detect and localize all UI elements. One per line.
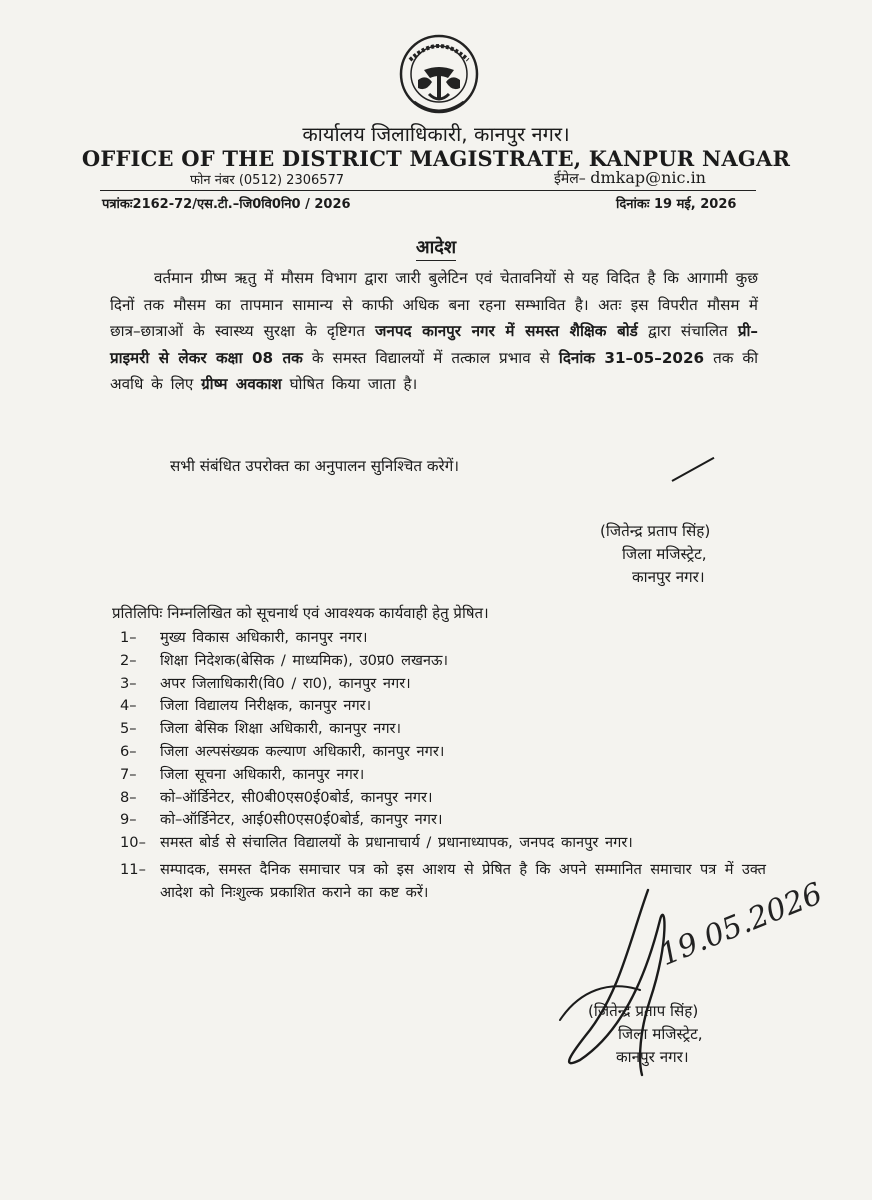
order-title: आदेश xyxy=(0,235,872,259)
list-item: 9– को–ऑर्डिनेटर, आई0सी0एस0ई0बोर्ड, कानपुर नगर। xyxy=(120,811,443,829)
ref-label: पत्रांकः xyxy=(102,197,133,212)
email-address: dmkap@nic.in xyxy=(590,168,706,187)
signature-block-2 xyxy=(588,1000,703,1069)
order-body: वर्तमान ग्रीष्म ऋतु में मौसम विभाग द्वारा जारी बुलेटिन एवं चेतावनियों से यह विदित है कि आगामी कुछ दिनों तक मौसम का तापमान सामान्य से काफी अधिक बना रहना सम्भावित है। अतः इस विपरीत मौसम में छात्र–छात्राओं के स्वास्थ्य सुरक्षा के दृष्टिगत जनपद कानपुर नगर में समस्त शैक्षिक बोर्ड द्वारा संचालित प्री–प्राइमरी से लेकर कक्षा 08 तक के समस्त विद्यालयों में तत्काल प्रभाव से दिनांक 31–05–2026 तक की अवधि के लिए ग्रीष्म अवकाश घोषित किया जाता है। xyxy=(110,269,759,394)
copy-list xyxy=(120,627,766,905)
list-item: 5– जिला बेसिक शिक्षा अधिकारी, कानपुर नगर। xyxy=(120,720,402,738)
handwritten-date: 19.05.2026 xyxy=(654,876,828,973)
signatory-place: कानपुर नगर। xyxy=(632,568,705,586)
order-date xyxy=(616,194,736,212)
list-item: 1– मुख्य विकास अधिकारी, कानपुर नगर। xyxy=(120,629,368,646)
reference-number xyxy=(102,194,351,212)
signature-mark xyxy=(672,457,715,482)
list-item: 2– शिक्षा निदेशक(बेसिक / माध्यमिक), उ0प्र0 लखनऊ। xyxy=(120,651,448,669)
list-item: 3– अपर जिलाधिकारी(वि0 / रा0), कानपुर नगर। xyxy=(120,674,411,692)
signatory-place: कानपुर नगर। xyxy=(616,1048,689,1066)
up-state-emblem-icon xyxy=(396,30,482,122)
ref-suffix: /एस.टी.–जि0वि0नि0 / 2026 xyxy=(192,197,351,212)
list-item: 10– समस्त बोर्ड से संचालित विद्यालयों के प्रधानाचार्य / प्रधानाध्यापक, जनपद कानपुर नगर। xyxy=(120,834,633,852)
office-title-hindi: कार्यालय जिलाधिकारी, कानपुर नगर। xyxy=(302,122,570,146)
copy-heading: प्रतिलिपिः निम्नलिखित को सूचनार्थ एवं आवश्यक कार्यवाही हेतु प्रेषित। xyxy=(112,604,489,622)
phone-number: फोन नंबर (0512) 2306577 xyxy=(190,173,345,188)
email-label: ईमेल– xyxy=(554,171,586,187)
list-item: 11– सम्पादक, समस्त दैनिक समाचार पत्र को इस आशय से प्रेषित है कि अपने सम्मानित समाचार पत्र में उक्त आदेश को निःशुल्क प्रकाशित कराने का कष्ट करें। xyxy=(120,860,766,901)
signature-block-1 xyxy=(600,520,710,589)
date-suffix: मई, 2026 xyxy=(676,197,737,212)
date-label: दिनांकः xyxy=(616,197,650,212)
list-item: 7– जिला सूचना अधिकारी, कानपुर नगर। xyxy=(120,765,365,783)
signatory-designation: जिला मजिस्ट्रेट, xyxy=(618,1025,703,1043)
email-line xyxy=(554,168,706,188)
signatory-name: (जितेन्द्र प्रताप सिंह) xyxy=(600,522,711,540)
list-item: 6– जिला अल्पसंख्यक कल्याण अधिकारी, कानपुर नगर। xyxy=(120,742,445,760)
office-title-english: OFFICE OF THE DISTRICT MAGISTRATE, KANPUR NAGAR xyxy=(81,146,791,171)
signatory-designation: जिला मजिस्ट्रेट, xyxy=(622,545,707,563)
date-handwritten-day: 19 xyxy=(654,197,673,212)
list-item: 4– जिला विद्यालय निरीक्षक, कानपुर नगर। xyxy=(120,697,372,715)
compliance-line: सभी संबंधित उपरोक्त का अनुपालन सुनिश्चित करेगें। xyxy=(170,457,460,475)
signatory-name: (जितेन्द्र प्रताप सिंह) xyxy=(588,1002,699,1020)
list-item: 8– को–ऑर्डिनेटर, सी0बी0एस0ई0बोर्ड, कानपुर नगर। xyxy=(120,788,433,806)
ref-handwritten-number: 2162-72 xyxy=(132,197,193,212)
header-divider xyxy=(100,190,756,191)
